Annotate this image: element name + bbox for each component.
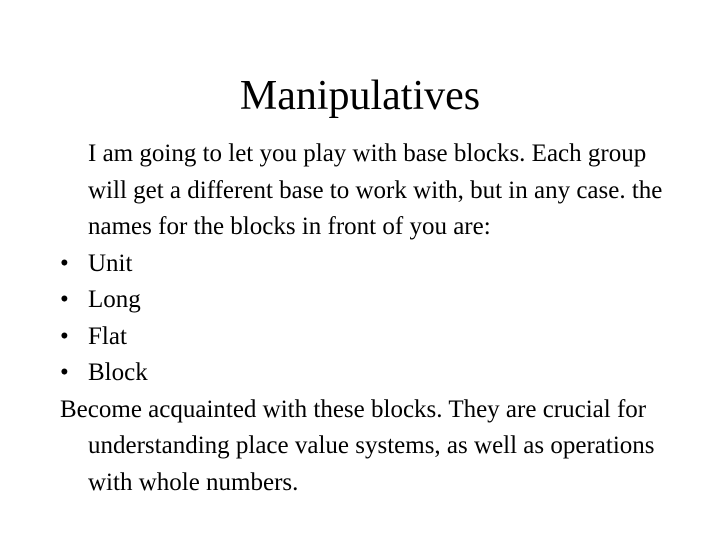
list-item-unit — [60, 246, 670, 283]
bullet-icon: • — [60, 322, 69, 350]
list-item-label: Unit — [88, 249, 133, 277]
list-item-label: Long — [88, 286, 141, 313]
bullet-icon: • — [60, 286, 69, 313]
slide-body — [60, 136, 670, 501]
list-item-block — [60, 355, 670, 392]
closing-paragraph: Become acquainted with these blocks. They are crucial for understanding place value systems, as well as operations with whole numbers. — [60, 395, 655, 496]
slide-title: Manipulatives — [239, 73, 481, 119]
list-item-label: Flat — [88, 322, 127, 350]
bullet-icon: • — [60, 359, 69, 386]
block-names-list — [60, 246, 670, 392]
list-item-label: Block — [88, 359, 148, 386]
list-item-long — [60, 282, 670, 319]
list-item-flat — [60, 319, 670, 356]
bullet-icon: • — [60, 249, 69, 277]
intro-paragraph: I am going to let you play with base blocks. Each group will get a different base to work with, but in any case. the names for the blocks in front of you are: — [88, 140, 663, 240]
